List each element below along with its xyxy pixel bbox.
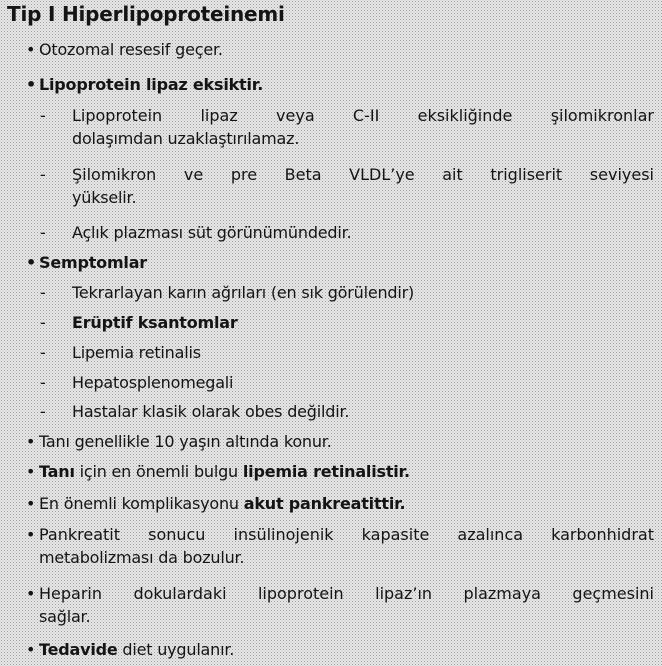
dash-icon: -: [40, 165, 46, 184]
list-item-text: Tanı genellikle 10 yaşın altında konur.: [39, 432, 332, 451]
list-item-text: diet uygulanır.: [117, 640, 235, 659]
list-item-heparin: [26, 583, 39, 605]
sub-item-text: Hepatosplenomegali: [72, 373, 234, 392]
sub-item-text: Şilomikron ve pre Beta VLDL’ye ait trigliserit seviyesi: [72, 165, 654, 184]
dash-icon: -: [40, 223, 46, 242]
page-title: Tip I Hiperlipoproteinemi: [7, 2, 285, 26]
sub-item-text: dolaşımdan uzaklaştırılamaz.: [72, 129, 300, 148]
list-item-text: En önemli komplikasyonu: [39, 494, 244, 513]
sub-item-text: Tekrarlayan karın ağrıları (en sık görülendir): [72, 283, 415, 302]
sub-item-text: Lipemia retinalis: [72, 343, 201, 362]
sub-item-text: yükselir.: [72, 188, 137, 207]
sub-item-text: Erüptif ksantomlar: [72, 313, 238, 332]
bullet-icon: •: [26, 525, 36, 544]
dash-icon: -: [40, 106, 46, 125]
dash-icon: -: [40, 283, 46, 302]
sub-item-text: Açlık plazması süt görünümündedir.: [72, 223, 352, 242]
list-item-treatment: [26, 639, 234, 661]
list-item-inheritance: [26, 39, 223, 61]
bullet-icon: •: [26, 584, 36, 603]
list-item-text-bold: lipemia retinalistir.: [242, 462, 410, 481]
sub-item-text: Lipoprotein lipaz veya C-II eksikliğinde şilomikronlar: [72, 106, 654, 125]
list-item-symptoms: [26, 252, 147, 274]
list-item-text: sağlar.: [39, 607, 91, 626]
bullet-icon: •: [26, 432, 36, 451]
dash-icon: -: [40, 313, 46, 332]
list-item-text: metabolizması da bozulur.: [39, 548, 245, 567]
bullet-icon: •: [26, 640, 36, 659]
list-item-diagnosis-age: [26, 431, 332, 453]
list-item-text: Pankreatit sonucu insülinojenik kapasite azalınca karbonhidrat: [39, 525, 654, 544]
list-item-complication: [26, 493, 405, 515]
bullet-icon: •: [26, 494, 36, 513]
dash-icon: -: [40, 373, 46, 392]
bullet-icon: •: [26, 462, 36, 481]
list-item-diagnosis-finding: [26, 461, 410, 483]
list-item-text-bold: akut pankreatittir.: [243, 494, 406, 513]
list-item-pancreatitis: [26, 524, 39, 546]
list-item-text: Otozomal resesif geçer.: [39, 40, 223, 59]
list-item-text: için en önemli bulgu: [74, 462, 243, 481]
bullet-icon: •: [26, 253, 37, 272]
list-item-lpl-deficiency: [26, 74, 263, 96]
list-item-text-bold: Tanı: [39, 462, 75, 481]
list-item-text-bold: Tedavide: [39, 640, 118, 659]
list-item-text: Semptomlar: [39, 253, 147, 272]
list-item-text: Lipoprotein lipaz eksiktir.: [39, 75, 264, 94]
list-item-text: Heparin dokulardaki lipoprotein lipaz’ın plazmaya geçmesini: [39, 584, 654, 603]
sub-item-text: Hastalar klasik olarak obes değildir.: [72, 402, 350, 421]
bullet-icon: •: [26, 40, 36, 59]
dash-icon: -: [40, 343, 46, 362]
bullet-icon: •: [26, 75, 37, 94]
dash-icon: -: [40, 402, 46, 421]
